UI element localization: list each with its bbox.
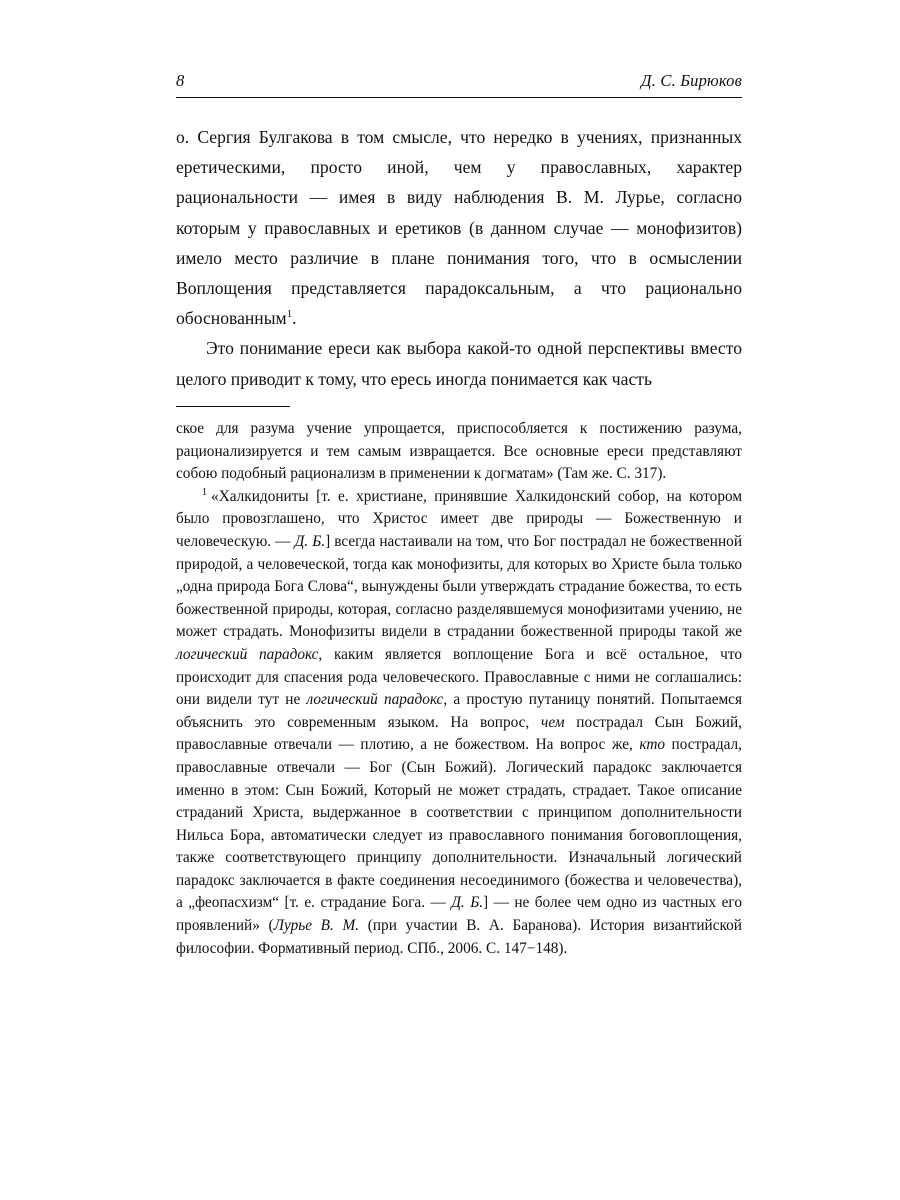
body-paragraph-1-tail: .	[292, 308, 297, 329]
emphasis-text: кто	[639, 736, 666, 754]
footnote-item-1	[176, 486, 742, 960]
emphasis-text: Д. Б.	[294, 532, 326, 550]
plain-text: «Халкидониты [т. е. христиане, принявшие Халкидонский собор, на котором было провозглашено, что Христос имеет две природы — Божественную и человеческую. —	[176, 487, 742, 550]
running-head-author: Д. С. Бирюков	[641, 71, 742, 90]
body-paragraph-2: Это понимание ереси как выбора какой-то одной перспективы вместо целого приводит к тому, что ересь иногда понимается как часть	[176, 338, 742, 389]
footnote-separator-rule	[176, 406, 290, 407]
body-paragraph-1	[176, 122, 742, 333]
emphasis-text: логический парадокс	[176, 645, 319, 663]
emphasis-text: Лурье В. М.	[273, 917, 360, 935]
footnote-reference-1[interactable]: 1	[286, 308, 293, 321]
plain-text: пострадал, православные отвечали — Бог (Сын Божий). Логический парадокс заключается именно в этом: Сын Божий, Который не может страдать, страдает. Такое описание страданий Христа, выдержанное в соответствии с принципом дополнительности Нильса Бора, автоматически следует из православного понимания боговоплощения, также соответствующего принципу дополнительности. Изначальный логический парадокс заключается в факте соединения несоединимого (божества и человечества), а „феопасхизм“ [т. е. страдание Бога. —	[176, 736, 742, 912]
emphasis-text: Д. Б.	[451, 894, 484, 912]
running-head	[176, 72, 742, 90]
plain-text: ] всегда настаивали на том, что Бог пострадал не божественной природой, а человеческой, тогда как монофизиты, для которых во Христе была только „одна природа Бога Слова“, вынуждены были утверждать страдание божества, то есть божественной природы, которая, согласно разделявшемуся монофизитами учению, не может страдать. Монофизиты видели в страдании божественной природы такой же	[176, 532, 742, 641]
emphasis-text: логический парадокс	[306, 691, 444, 709]
footnote-continued: ское для разума учение упрощается, приспособляется к постижению разума, рационализируется и тем самым извращается. Все основные ереси представляют собою подобный рационализм в применении к догматам» (Там же. С. 317).	[176, 420, 742, 483]
plain-text: , а простую путаницу понятий. Попытаемся объяснить это современным языком. На вопрос,	[176, 691, 742, 731]
footnote-item-1-body	[176, 488, 742, 957]
page-number: 8	[176, 71, 185, 90]
plain-text: ] — не более чем одно из частных его проявлений» (	[176, 894, 742, 935]
running-head-rule	[176, 97, 742, 98]
body-paragraph-1-text: о. Сергия Булгакова в том смысле, что нередко в учениях, признанных еретическими, просто иной, чем у православных, характер рациональности — имея в виду наблюдения В. М. Лурье, согласно которым у православных и еретиков (в данном случае — монофизитов) имело место различие в плане понимания того, что в осмыслении Воплощения представляется парадоксальным, а что рационально обоснованным	[176, 127, 742, 329]
footnote-marker-1: 1	[202, 486, 208, 498]
plain-text: , каким является воплощение Бога и всё остальное, что происходит для спасения рода человеческого. Православные с ними не соглашались: они видели тут не	[176, 645, 742, 709]
plain-text: пострадал Сын Божий, православные отвечали — плотию, а не божеством. На вопрос же,	[176, 713, 742, 754]
body-text	[176, 122, 742, 394]
plain-text: (при участии В. А. Баранова). История византийской философии. Формативный период. СПб., 2006. С. 147−148).	[176, 917, 742, 957]
footnote-area	[176, 418, 742, 960]
emphasis-text: чем	[541, 713, 565, 731]
